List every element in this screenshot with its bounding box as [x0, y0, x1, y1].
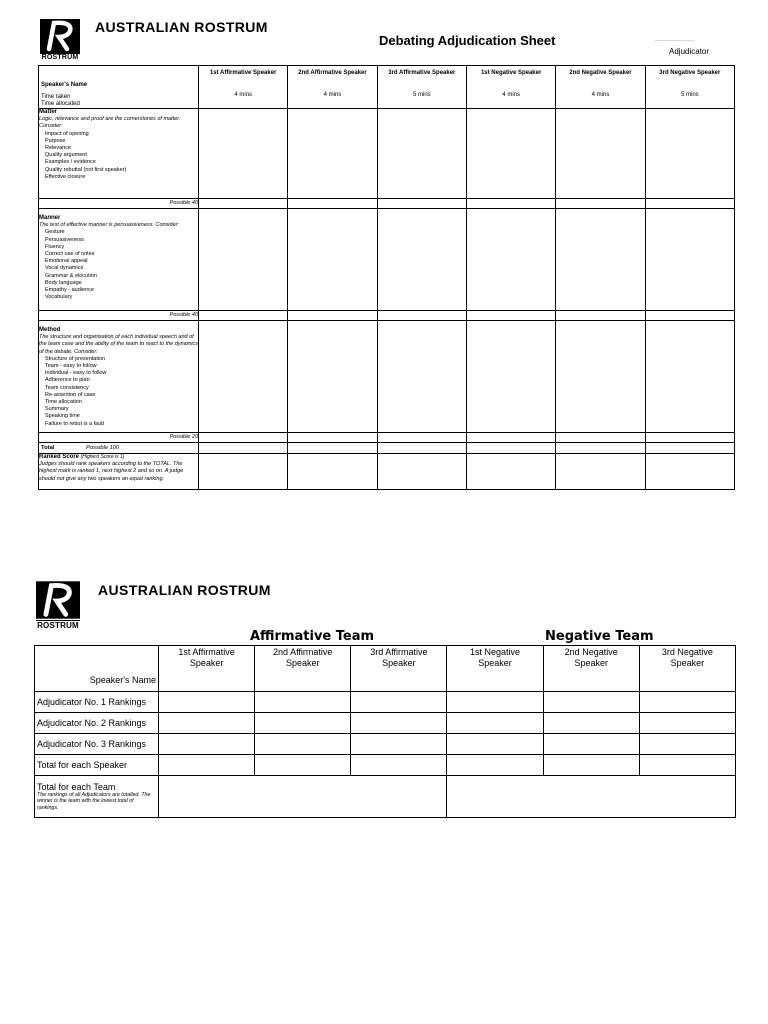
matter-subtotal-cell[interactable] — [466, 199, 555, 209]
matter-score-cell[interactable] — [645, 109, 734, 199]
rank-cell[interactable] — [645, 454, 734, 490]
ranking-cell[interactable] — [351, 734, 447, 755]
matter-score-cell[interactable] — [199, 109, 288, 199]
ranking-cell[interactable] — [255, 713, 351, 734]
brand-name: AUSTRALIAN ROSTRUM — [95, 19, 268, 35]
speaker-total-cell[interactable] — [543, 755, 639, 776]
speaker-header-5: 2nd Negative Speaker — [543, 646, 639, 692]
team-total-label: Total for each Team — [37, 782, 116, 792]
team-total-cell — [35, 776, 159, 818]
total-score-cell[interactable] — [377, 443, 466, 454]
method-score-cell[interactable] — [645, 321, 734, 433]
speaker-total-cell[interactable] — [255, 755, 351, 776]
manner-possible: Possible 40 — [39, 311, 199, 321]
affirmative-team-total[interactable] — [159, 776, 447, 818]
method-subtotal-cell[interactable] — [556, 433, 645, 443]
speakers-name-label: Speaker's Name — [41, 82, 88, 88]
method-score-cell[interactable] — [288, 321, 377, 433]
manner-score-cell[interactable] — [466, 209, 555, 311]
speaker-col-6[interactable]: 3rd Negative Speaker 5 mins — [645, 66, 734, 109]
method-subtotal-cell[interactable] — [466, 433, 555, 443]
affirmative-team-title: Affirmative Team — [250, 629, 375, 644]
ranking-cell[interactable] — [639, 713, 735, 734]
matter-score-cell[interactable] — [288, 109, 377, 199]
manner-score-cell[interactable] — [288, 209, 377, 311]
manner-subtotal-cell[interactable] — [645, 311, 734, 321]
adjudicator-dots: ............................. — [654, 37, 695, 43]
rank-cell[interactable] — [377, 454, 466, 490]
ranking-cell[interactable] — [255, 692, 351, 713]
rank-cell[interactable] — [288, 454, 377, 490]
speakers-name-cell — [35, 646, 159, 692]
method-score-cell[interactable] — [199, 321, 288, 433]
method-score-cell[interactable] — [377, 321, 466, 433]
manner-criteria: Manner The test of effective manner is persuasiveness. Consider: Gesture Persuasiveness Fluency Correct use of notes Emotional appeal Vocal dynamics Grammar & elocution Body language Empathy - audience Vocabulary — [39, 209, 199, 311]
adjudication-table — [38, 65, 735, 490]
adjudicator-3-label: Adjudicator No. 3 Rankings — [35, 734, 159, 755]
speaker-total-cell[interactable] — [447, 755, 543, 776]
total-score-cell[interactable] — [556, 443, 645, 454]
method-subtotal-cell[interactable] — [199, 433, 288, 443]
total-label-cell — [39, 443, 199, 454]
negative-team-title: Negative Team — [545, 629, 654, 644]
ranking-cell[interactable] — [159, 734, 255, 755]
manner-subtotal-cell[interactable] — [377, 311, 466, 321]
logo-wordmark: ROSTRUM — [37, 621, 79, 630]
adjudicator-label: Adjudicator — [669, 47, 710, 56]
rankings-table — [34, 645, 736, 818]
total-score-cell[interactable] — [288, 443, 377, 454]
manner-score-cell[interactable] — [377, 209, 466, 311]
speaker-header-6: 3rd Negative Speaker — [639, 646, 735, 692]
speaker-header-3: 3rd Affirmative Speaker — [351, 646, 447, 692]
manner-score-cell[interactable] — [199, 209, 288, 311]
matter-possible: Possible 40 — [39, 199, 199, 209]
speaker-col-2[interactable]: 2nd Affirmative Speaker 4 mins — [288, 66, 377, 109]
speaker-total-cell[interactable] — [159, 755, 255, 776]
rostrum-logo — [40, 19, 80, 61]
ranked-score-title: Ranked Score — [39, 454, 80, 460]
manner-subtotal-cell[interactable] — [199, 311, 288, 321]
total-score-cell[interactable] — [466, 443, 555, 454]
matter-subtotal-cell[interactable] — [377, 199, 466, 209]
speaker-header-2: 2nd Affirmative Speaker — [255, 646, 351, 692]
matter-score-cell[interactable] — [556, 109, 645, 199]
method-subtotal-cell[interactable] — [645, 433, 734, 443]
speaker-col-5[interactable]: 2nd Negative Speaker 4 mins — [556, 66, 645, 109]
rostrum-logo-bottom — [36, 580, 80, 630]
manner-subtotal-cell[interactable] — [466, 311, 555, 321]
method-subtotal-cell[interactable] — [377, 433, 466, 443]
total-score-cell[interactable] — [645, 443, 734, 454]
method-subtotal-cell[interactable] — [288, 433, 377, 443]
speaker-header-1: 1st Affirmative Speaker — [159, 646, 255, 692]
ranking-cell[interactable] — [159, 713, 255, 734]
total-possible: Possible 100 — [86, 445, 120, 451]
manner-score-cell[interactable] — [645, 209, 734, 311]
manner-subtotal-cell[interactable] — [288, 311, 377, 321]
method-score-cell[interactable] — [466, 321, 555, 433]
matter-subtotal-cell[interactable] — [288, 199, 377, 209]
speaker-header-4: 1st Negative Speaker — [447, 646, 543, 692]
sheet-title: Debating Adjudication Sheet — [379, 33, 556, 48]
rostrum-r-icon — [36, 580, 80, 620]
rank-cell[interactable] — [556, 454, 645, 490]
time-allocated-label: Time allocated — [41, 101, 80, 107]
matter-subtotal-cell[interactable] — [645, 199, 734, 209]
rank-cell[interactable] — [199, 454, 288, 490]
matter-subtotal-cell[interactable] — [556, 199, 645, 209]
team-total-desc: The rankings of all Adjudicators are totalled. The winner is the team with the lowest total of rankings. — [37, 792, 151, 811]
matter-score-cell[interactable] — [377, 109, 466, 199]
ranking-cell[interactable] — [543, 713, 639, 734]
speakers-name-label: Speaker's Name — [89, 675, 156, 685]
ranking-cell[interactable] — [159, 692, 255, 713]
ranking-cell[interactable] — [447, 692, 543, 713]
matter-subtotal-cell[interactable] — [199, 199, 288, 209]
ranking-cell[interactable] — [543, 692, 639, 713]
ranking-cell[interactable] — [447, 734, 543, 755]
total-label: Total — [41, 445, 55, 451]
ranking-cell[interactable] — [543, 734, 639, 755]
matter-score-cell[interactable] — [466, 109, 555, 199]
matter-criteria: Matter Logic, relevance and proof are the cornerstones of matter. Consider: Impact of opening Purpose Relevance Quality argument Examples / evidence Quality rebuttal (not first speaker) Effective closure — [39, 109, 199, 199]
rank-cell[interactable] — [466, 454, 555, 490]
speaker-total-cell[interactable] — [351, 755, 447, 776]
speaker-col-4[interactable]: 1st Negative Speaker 4 mins — [466, 66, 555, 109]
brand-name-bottom: AUSTRALIAN ROSTRUM — [98, 582, 271, 598]
ranking-cell[interactable] — [255, 734, 351, 755]
rostrum-r-icon — [40, 19, 80, 53]
ranking-cell[interactable] — [351, 692, 447, 713]
method-criteria: Method The structure and organisation of each individual speech and of the team case and the ability of the team to react to the dynamics of the debate. Consider: Structure of presentation Team - easy to follow Individual - easy to follow Adherence to plan Team consistency Re-assertion of case Time allocation Summary Speaking time Failure to rebut is a fault — [39, 321, 199, 433]
logo-wordmark: ROSTRUM — [41, 54, 79, 61]
ranked-score-note: (Highest Score is 1) — [80, 454, 125, 460]
ranking-cell[interactable] — [639, 692, 735, 713]
adjudicator-2-label: Adjudicator No. 2 Rankings — [35, 713, 159, 734]
manner-subtotal-cell[interactable] — [556, 311, 645, 321]
speaker-label-cell — [39, 66, 199, 109]
manner-score-cell[interactable] — [556, 209, 645, 311]
ranked-score-criteria: Ranked Score (Highest Score is 1) Judges should rank speakers according to the TOTAL. The highest mark is ranked 1, next highest 2 and so on. A judge should not give any two speakers an equal ranking. — [39, 454, 199, 490]
ranking-cell[interactable] — [351, 713, 447, 734]
time-taken-label: Time taken — [41, 94, 71, 100]
method-score-cell[interactable] — [556, 321, 645, 433]
total-score-cell[interactable] — [199, 443, 288, 454]
ranking-cell[interactable] — [639, 734, 735, 755]
ranking-cell[interactable] — [447, 713, 543, 734]
method-possible: Possible 20 — [39, 433, 199, 443]
speaker-col-1[interactable]: 1st Affirmative Speaker 4 mins — [199, 66, 288, 109]
speaker-total-cell[interactable] — [639, 755, 735, 776]
adjudicator-1-label: Adjudicator No. 1 Rankings — [35, 692, 159, 713]
speaker-total-label: Total for each Speaker — [35, 755, 159, 776]
negative-team-total[interactable] — [447, 776, 736, 818]
speaker-col-3[interactable]: 3rd Affirmative Speaker 5 mins — [377, 66, 466, 109]
